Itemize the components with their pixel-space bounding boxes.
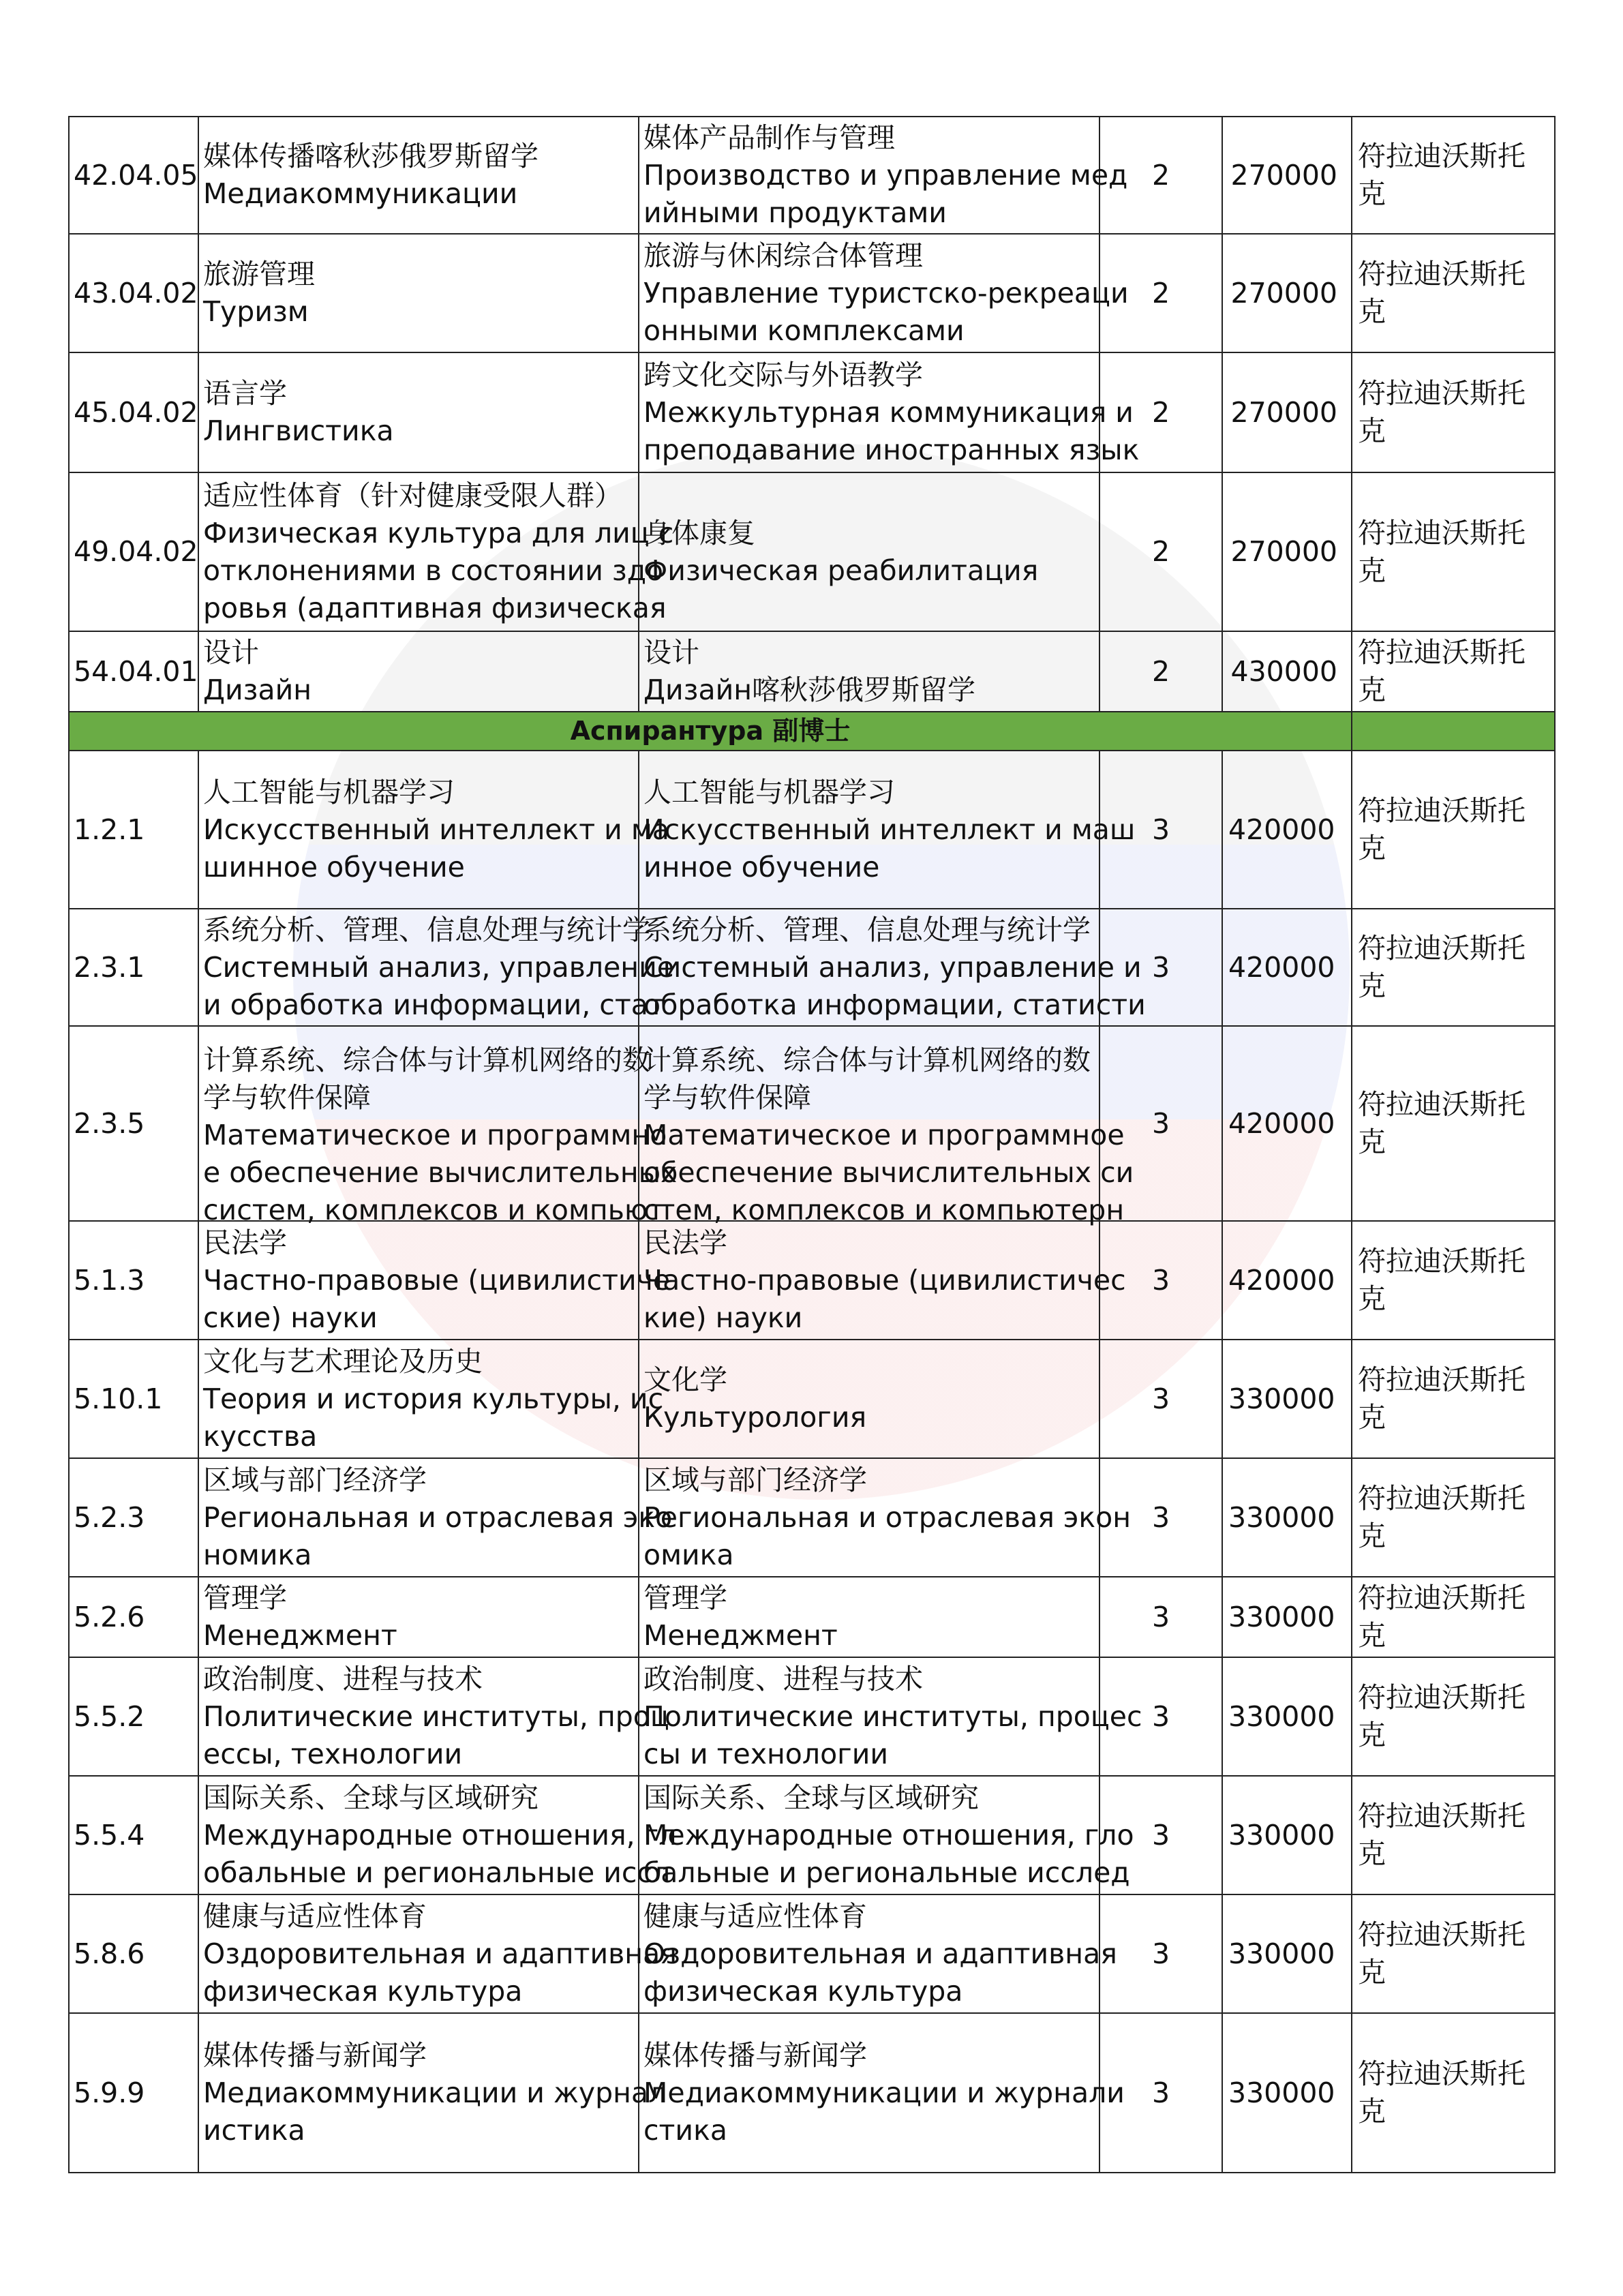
program-name-line: шинное обучение	[203, 850, 465, 883]
specialization-name-line: Культурология	[643, 1401, 867, 1434]
tuition-price: 270000	[1222, 352, 1352, 472]
program-name-line: Частно-правовые (цивилистиче	[203, 1263, 671, 1297]
specialization-name-line: бальные и региональные исслед	[643, 1856, 1130, 1889]
program-name-line: 适应性体育（针对健康受限人群）	[203, 479, 622, 512]
program-name-line: Оздоровительная и адаптивная	[203, 1937, 677, 1970]
specialization-name	[639, 631, 1099, 712]
city-name: 符拉迪沃斯托克	[1352, 1340, 1555, 1458]
city-name: 符拉迪沃斯托克	[1352, 472, 1555, 631]
program-name-line: кусства	[203, 1419, 318, 1453]
program-name-line: Туризм	[203, 295, 309, 328]
program-code: 5.5.2	[69, 1657, 198, 1776]
program-name-line: ессы, технологии	[203, 1737, 463, 1770]
specialization-name	[639, 1577, 1099, 1657]
tuition-price: 420000	[1222, 1026, 1352, 1221]
program-name-line: номика	[203, 1538, 312, 1571]
program-name	[198, 1894, 677, 2013]
specialization-name-line: 健康与适应性体育	[643, 1899, 867, 1933]
program-name	[198, 117, 639, 234]
program-name-line: 健康与适应性体育	[203, 1899, 427, 1933]
specialization-name-line: ийными продуктами	[643, 196, 947, 229]
section-header-blank	[1352, 712, 1555, 751]
program-code: 1.2.1	[69, 751, 198, 909]
program-name	[198, 1026, 678, 1226]
program-name-line: 区域与部门经济学	[203, 1463, 427, 1496]
study-years: 2	[1099, 234, 1222, 352]
specialization-name-line: 国际关系、全球与区域研究	[643, 1781, 979, 1814]
study-years: 3	[1099, 1026, 1222, 1221]
city-name: 符拉迪沃斯托克	[1352, 234, 1555, 352]
table-row	[69, 472, 1555, 631]
program-name-line: Региональная и отраслевая эко	[203, 1500, 673, 1534]
study-years: 3	[1099, 1577, 1222, 1657]
program-name-line: Медиакоммуникации	[203, 177, 518, 210]
program-name-line: Менеджмент	[203, 1619, 397, 1652]
city-name: 符拉迪沃斯托克	[1352, 1577, 1555, 1657]
program-name-line: отклонениями в состоянии здо	[203, 554, 664, 587]
program-name	[198, 472, 674, 631]
program-code: 49.04.02	[69, 472, 198, 631]
table-row	[69, 1458, 1555, 1577]
table-row	[69, 631, 1555, 712]
city-name: 符拉迪沃斯托克	[1352, 1026, 1555, 1221]
table-row	[69, 909, 1555, 1026]
program-name-line: 系统分析、管理、信息处理与统计学	[203, 913, 650, 946]
program-name-line: 计算系统、综合体与计算机网络的数	[203, 1044, 650, 1076]
program-name-line: 文化与艺术理论及历史	[203, 1344, 483, 1378]
tuition-price: 270000	[1222, 472, 1352, 631]
program-code: 5.8.6	[69, 1894, 198, 2013]
specialization-name	[639, 2013, 1125, 2173]
specialization-name-line: Менеджмент	[643, 1619, 838, 1652]
table-row	[69, 1340, 1555, 1458]
tuition-price: 420000	[1222, 751, 1352, 909]
specialization-name-line: Оздоровительная и адаптивная	[643, 1937, 1117, 1970]
specialization-name	[639, 1776, 1134, 1894]
program-name-line: Теория и история культуры, ис	[203, 1382, 664, 1415]
specialization-name-line: Региональная и отраслевая экон	[643, 1500, 1132, 1534]
program-name-line: систем, комплексов и компьют	[203, 1194, 665, 1226]
program-code: 43.04.02	[69, 234, 198, 352]
specialization-name-line: физическая культура	[643, 1974, 963, 2008]
program-code: 5.9.9	[69, 2013, 198, 2173]
specialization-name-line: Искусственный интеллект и маш	[643, 813, 1136, 846]
city-name: 符拉迪沃斯托克	[1352, 1657, 1555, 1776]
city-name: 符拉迪沃斯托克	[1352, 117, 1555, 234]
city-name: 符拉迪沃斯托克	[1352, 909, 1555, 1026]
specialization-name-line: 民法学	[643, 1226, 727, 1259]
program-name-line: 旅游管理	[203, 258, 315, 290]
program-name-line: 媒体传播与新闻学	[203, 2038, 427, 2072]
specialization-name-line: обработка информации, статисти	[643, 988, 1146, 1021]
study-years: 3	[1099, 1776, 1222, 1894]
study-years: 3	[1099, 751, 1222, 909]
tuition-price: 430000	[1222, 631, 1352, 712]
city-name: 符拉迪沃斯托克	[1352, 352, 1555, 472]
program-name-line: Системный анализ, управление	[203, 950, 674, 984]
specialization-name	[639, 352, 1140, 472]
tuition-price: 330000	[1222, 1894, 1352, 2013]
specialization-name-line: омика	[643, 1538, 734, 1571]
specialization-name-line: сы и технологии	[643, 1737, 889, 1770]
program-code: 45.04.02	[69, 352, 198, 472]
program-name-line: физическая культура	[203, 1974, 523, 2008]
specialization-name-line: 管理学	[643, 1582, 727, 1614]
specialization-name	[639, 1458, 1132, 1577]
program-name-line: Математическое и программно	[203, 1119, 667, 1151]
program-name-line: ские) науки	[203, 1301, 378, 1334]
specialization-name-line: инное обучение	[643, 850, 880, 883]
program-name-line: 语言学	[203, 377, 287, 410]
tuition-price: 330000	[1222, 1776, 1352, 1894]
section-header-title: Аспирантура 副博士	[69, 712, 1352, 751]
table-row	[69, 2013, 1555, 2173]
specialization-name-line: 身体康复	[643, 516, 755, 549]
program-name	[198, 2013, 667, 2173]
specialization-name	[639, 1026, 1134, 1226]
program-code: 54.04.01	[69, 631, 198, 712]
city-name: 符拉迪沃斯托克	[1352, 1458, 1555, 1577]
tuition-price: 270000	[1222, 234, 1352, 352]
table-row	[69, 1657, 1555, 1776]
program-name-line: 国际关系、全球与区域研究	[203, 1781, 539, 1814]
program-name-line: Лингвистика	[203, 414, 394, 447]
specialization-name	[639, 117, 1128, 234]
program-name-line: Политические институты, проц	[203, 1700, 669, 1733]
program-code: 5.5.4	[69, 1776, 198, 1894]
specialization-name-line: онными комплексами	[643, 314, 965, 347]
specialization-name-line: 设计	[643, 636, 699, 669]
table-row	[69, 1221, 1555, 1340]
program-name	[198, 751, 669, 909]
program-name	[198, 1458, 673, 1577]
program-name	[198, 1776, 677, 1894]
specialization-name	[639, 1340, 1099, 1458]
program-name	[198, 1221, 671, 1340]
tuition-price: 270000	[1222, 117, 1352, 234]
program-name	[198, 1577, 639, 1657]
specialization-name-line: преподавание иностранных язык	[643, 433, 1140, 466]
program-name	[198, 234, 639, 352]
program-name	[198, 909, 674, 1026]
study-years: 2	[1099, 352, 1222, 472]
program-code: 5.10.1	[69, 1340, 198, 1458]
specialization-name-line: 跨文化交际与外语教学	[643, 358, 923, 391]
program-code: 2.3.5	[69, 1026, 198, 1221]
specialization-name-line: стем, комплексов и компьютерн	[643, 1194, 1125, 1226]
program-name-line: 学与软件保障	[203, 1081, 371, 1114]
program-name-line: Международные отношения, гл	[203, 1818, 677, 1852]
program-name-line: Искусственный интеллект и ма	[203, 813, 669, 846]
specialization-name-line: Дизайн喀秋莎俄罗斯留学	[643, 674, 976, 706]
study-years: 3	[1099, 1221, 1222, 1340]
specialization-name	[639, 909, 1146, 1026]
study-years: 2	[1099, 631, 1222, 712]
specialization-name-line: 媒体产品制作与管理	[643, 121, 895, 154]
study-years: 3	[1099, 1894, 1222, 2013]
specialization-name-line: Медиакоммуникации и журнали	[643, 2076, 1125, 2109]
specialization-name-line: Управление туристско-рекреаци	[643, 276, 1129, 309]
specialization-name-line: 旅游与休闲综合体管理	[643, 239, 923, 272]
tuition-price: 330000	[1222, 1657, 1352, 1776]
program-code: 5.1.3	[69, 1221, 198, 1340]
program-name-line: Медиакоммуникации и журнал	[203, 2076, 667, 2109]
program-name-line: е обеспечение вычислительных	[203, 1156, 678, 1189]
specialization-name-line: 计算系统、综合体与计算机网络的数	[643, 1044, 1091, 1076]
program-name-line: ровья (адаптивная физическая	[203, 591, 667, 624]
specialization-name-line: Системный анализ, управление и	[643, 950, 1142, 984]
program-name-line: и обработка информации, стат	[203, 988, 665, 1021]
study-years: 3	[1099, 909, 1222, 1026]
program-code: 5.2.6	[69, 1577, 198, 1657]
program-name	[198, 352, 639, 472]
program-name	[198, 1657, 669, 1776]
programs-table	[68, 116, 1556, 2173]
specialization-name-line: Политические институты, процес	[643, 1700, 1142, 1733]
program-name-line: обальные и региональные иссл	[203, 1856, 671, 1889]
city-name: 符拉迪沃斯托克	[1352, 631, 1555, 712]
specialization-name	[639, 1894, 1117, 2013]
specialization-name-line: Частно-правовые (цивилистичес	[643, 1263, 1126, 1297]
program-code: 5.2.3	[69, 1458, 198, 1577]
specialization-name-line: Математическое и программное	[643, 1119, 1125, 1151]
program-name-line: 设计	[203, 636, 259, 669]
tuition-price: 420000	[1222, 909, 1352, 1026]
study-years: 2	[1099, 472, 1222, 631]
study-years: 3	[1099, 2013, 1222, 2173]
specialization-name-line: стика	[643, 2113, 727, 2147]
program-name-line: 媒体传播喀秋莎俄罗斯留学	[203, 140, 539, 172]
program-name-line: 管理学	[203, 1582, 287, 1614]
specialization-name	[639, 751, 1136, 909]
table-row	[69, 751, 1555, 909]
study-years: 3	[1099, 1657, 1222, 1776]
specialization-name	[639, 234, 1129, 352]
specialization-name-line: Международные отношения, гло	[643, 1818, 1134, 1852]
program-name-line: истика	[203, 2113, 305, 2147]
program-code: 2.3.1	[69, 909, 198, 1026]
table-row	[69, 1026, 1555, 1221]
specialization-name-line: обеспечение вычислительных си	[643, 1156, 1134, 1189]
city-name: 符拉迪沃斯托克	[1352, 2013, 1555, 2173]
table-row	[69, 117, 1555, 234]
program-name-line: 民法学	[203, 1226, 287, 1259]
specialization-name	[639, 1657, 1142, 1776]
specialization-name-line: 媒体传播与新闻学	[643, 2038, 867, 2072]
program-name	[198, 1340, 664, 1458]
city-name: 符拉迪沃斯托克	[1352, 751, 1555, 909]
specialization-name-line: Физическая реабилитация	[643, 554, 1039, 587]
table-row	[69, 1776, 1555, 1894]
specialization-name-line: 系统分析、管理、信息处理与统计学	[643, 913, 1091, 946]
specialization-name-line: 政治制度、进程与技术	[643, 1662, 923, 1695]
tuition-price: 330000	[1222, 1577, 1352, 1657]
specialization-name	[639, 472, 1099, 631]
tuition-price: 330000	[1222, 1458, 1352, 1577]
study-years: 2	[1099, 117, 1222, 234]
table-row	[69, 352, 1555, 472]
study-years: 3	[1099, 1458, 1222, 1577]
program-name	[198, 631, 639, 712]
city-name: 符拉迪沃斯托克	[1352, 1894, 1555, 2013]
city-name: 符拉迪沃斯托克	[1352, 1221, 1555, 1340]
table-row	[69, 1894, 1555, 2013]
study-years: 3	[1099, 1340, 1222, 1458]
table-row	[69, 234, 1555, 352]
specialization-name-line: 文化学	[643, 1363, 727, 1396]
tuition-price: 330000	[1222, 2013, 1352, 2173]
city-name: 符拉迪沃斯托克	[1352, 1776, 1555, 1894]
specialization-name-line: 人工智能与机器学习	[643, 775, 895, 809]
specialization-name-line: Производство и управление мед	[643, 158, 1128, 192]
specialization-name	[639, 1221, 1126, 1340]
program-name-line: Физическая культура для лиц с	[203, 516, 674, 549]
tuition-price: 330000	[1222, 1340, 1352, 1458]
tuition-price: 420000	[1222, 1221, 1352, 1340]
program-code: 42.04.05	[69, 117, 198, 234]
table-row	[69, 1577, 1555, 1657]
specialization-name-line: 学与软件保障	[643, 1081, 811, 1114]
program-name-line: Дизайн	[203, 674, 312, 706]
program-name-line: 政治制度、进程与技术	[203, 1662, 483, 1695]
specialization-name-line: Межкультурная коммуникация и	[643, 395, 1134, 429]
specialization-name-line: кие) науки	[643, 1301, 803, 1334]
section-header-row	[69, 712, 1555, 751]
specialization-name-line: 区域与部门经济学	[643, 1463, 867, 1496]
program-name-line: 人工智能与机器学习	[203, 775, 455, 809]
